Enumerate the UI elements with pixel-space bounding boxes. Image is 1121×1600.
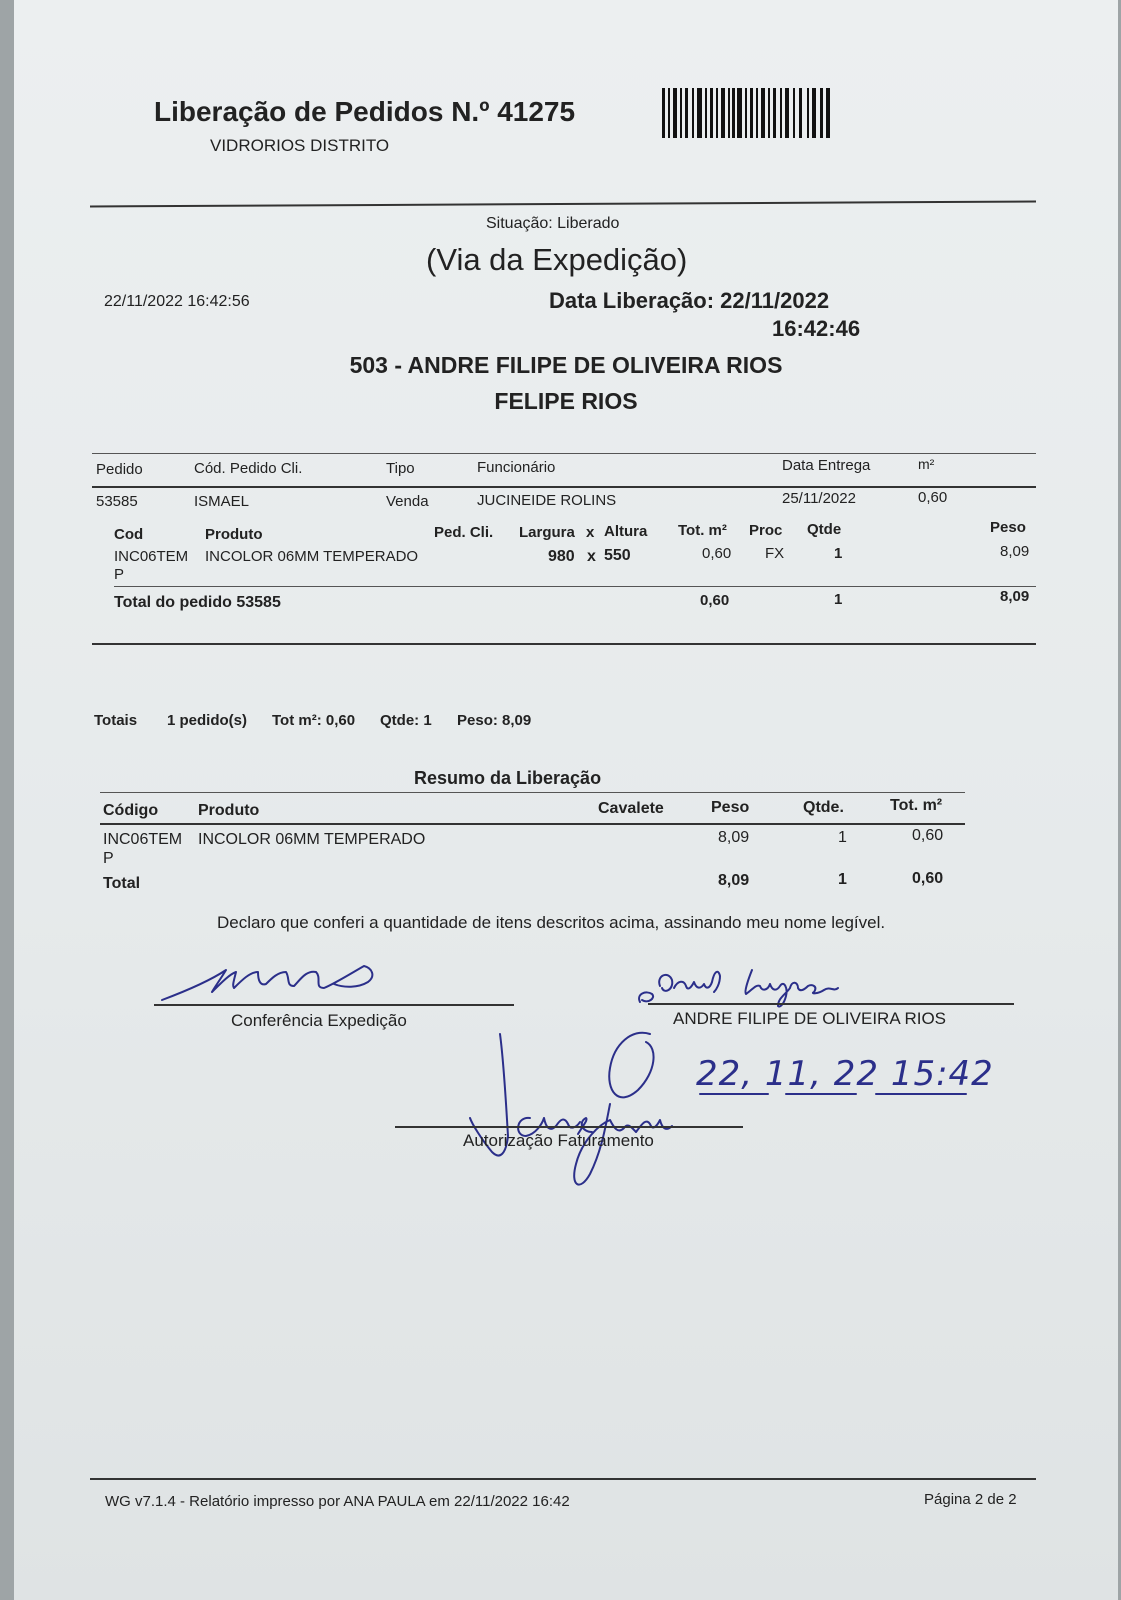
summary-codigo-header: Código <box>103 802 159 819</box>
items-total-rule <box>114 586 1036 587</box>
summary-produto-header: Produto <box>198 802 260 819</box>
item-x-value: x <box>587 548 596 565</box>
summary-total-label: Total <box>103 875 141 892</box>
order-tipo-value: Venda <box>386 493 429 510</box>
handwritten-date: 22, 11, 22 15:42 <box>696 1054 994 1094</box>
order-total-peso: 8,09 <box>1000 588 1030 605</box>
order-section-bottom-rule <box>92 643 1036 645</box>
order-total-qtde: 1 <box>834 591 843 608</box>
conferencia-label: Conferência Expedição <box>231 1011 407 1030</box>
footer-rule <box>90 1478 1036 1480</box>
summary-tot-m2-header: Tot. m² <box>890 797 943 814</box>
client-signature-label: ANDRE FILIPE DE OLIVEIRA RIOS <box>673 1009 947 1028</box>
item-altura-header: Altura <box>604 523 648 540</box>
summary-header-rule <box>100 823 965 825</box>
header-divider <box>90 201 1036 208</box>
item-peso-header: Peso <box>990 519 1026 536</box>
item-produto-value: INCOLOR 06MM TEMPERADO <box>205 548 419 565</box>
document-title: Liberação de Pedidos N.º 41275 <box>154 96 576 127</box>
totals-peso: Peso: 8,09 <box>457 712 532 729</box>
col-cod-pedido-cli-header: Cód. Pedido Cli. <box>194 460 303 477</box>
handwritten-date-underlines <box>696 1090 986 1100</box>
autorizacao-signature-image <box>460 1024 690 1194</box>
item-cod-value-wrap: P <box>114 566 125 583</box>
totals-qtde: Qtde: 1 <box>380 712 432 729</box>
summary-qtde-value: 1 <box>838 829 847 846</box>
summary-qtde-header: Qtde. <box>803 799 844 816</box>
order-cod-cli-value: ISMAEL <box>194 493 250 510</box>
summary-total-m2: 0,60 <box>912 870 944 887</box>
summary-peso-value: 8,09 <box>718 829 750 846</box>
client-name: 503 - ANDRE FILIPE DE OLIVEIRA RIOS <box>349 352 783 378</box>
summary-tot-m2-value: 0,60 <box>912 827 944 844</box>
order-m2-value: 0,60 <box>918 489 948 506</box>
summary-total-qtde: 1 <box>838 871 847 888</box>
summary-top-rule <box>100 792 965 793</box>
order-table-top-rule <box>92 453 1036 454</box>
totals-label: Totais <box>94 712 138 729</box>
barcode-image <box>662 86 832 140</box>
order-pedido-value: 53585 <box>96 493 138 510</box>
col-data-entrega-header: Data Entrega <box>782 457 871 474</box>
col-m2-header: m² <box>918 456 935 472</box>
document-sheet <box>14 0 1118 1600</box>
conferencia-signature-line <box>154 1004 514 1006</box>
copy-label: (Via da Expedição) <box>426 242 688 277</box>
item-peso-value: 8,09 <box>1000 543 1030 560</box>
print-datetime: 22/11/2022 16:42:56 <box>104 293 250 310</box>
client-alias: FELIPE RIOS <box>494 388 638 414</box>
company-name: VIDRORIOS DISTRITO <box>210 136 390 155</box>
item-proc-header: Proc <box>749 522 783 539</box>
order-data-entrega-value: 25/11/2022 <box>782 490 856 507</box>
summary-peso-header: Peso <box>711 799 750 816</box>
summary-produto-value: INCOLOR 06MM TEMPERADO <box>198 831 426 848</box>
item-x-header: x <box>586 524 595 541</box>
item-qtde-value: 1 <box>834 545 843 562</box>
item-produto-header: Produto <box>205 526 263 543</box>
item-tot-m2-value: 0,60 <box>702 545 732 562</box>
col-funcionario-header: Funcionário <box>477 459 556 476</box>
order-funcionario-value: JUCINEIDE ROLINS <box>477 492 617 509</box>
autorizacao-signature-line <box>395 1126 743 1128</box>
order-total-label: Total do pedido 53585 <box>114 594 281 611</box>
totals-m2: Tot m²: 0,60 <box>272 712 356 729</box>
status-text: Situação: Liberado <box>486 215 620 232</box>
totals-pedidos: 1 pedido(s) <box>167 712 248 729</box>
item-tot-m2-header: Tot. m² <box>678 522 727 539</box>
item-ped-cli-header: Ped. Cli. <box>434 524 494 541</box>
release-time: 16:42:46 <box>772 316 861 341</box>
footer-page-number: Página 2 de 2 <box>924 1491 1017 1508</box>
declaration-text: Declaro que conferi a quantidade de itens descritos acima, assinando meu nome legível. <box>217 913 886 932</box>
summary-codigo-value: INC06TEM <box>103 831 183 848</box>
conferencia-signature-image <box>154 958 394 1008</box>
summary-cavalete-header: Cavalete <box>598 800 664 817</box>
item-altura-value: 550 <box>604 547 631 564</box>
summary-total-peso: 8,09 <box>718 872 750 889</box>
col-tipo-header: Tipo <box>386 460 415 477</box>
item-largura-header: Largura <box>519 524 575 541</box>
order-table-header-rule <box>92 486 1036 488</box>
summary-title: Resumo da Liberação <box>414 768 602 788</box>
item-proc-value: FX <box>765 545 785 562</box>
item-cod-header: Cod <box>114 526 144 543</box>
autorizacao-label: Autorização Faturamento <box>463 1131 654 1150</box>
release-date: Data Liberação: 22/11/2022 <box>549 288 830 313</box>
item-qtde-header: Qtde <box>807 521 842 538</box>
order-total-m2: 0,60 <box>700 592 730 609</box>
item-cod-value: INC06TEM <box>114 548 189 565</box>
item-largura-value: 980 <box>548 548 575 565</box>
summary-codigo-value-wrap: P <box>103 850 114 867</box>
col-pedido-header: Pedido <box>96 461 143 478</box>
footer-print-info: WG v7.1.4 - Relatório impresso por ANA PAULA em 22/11/2022 16:42 <box>105 1493 570 1510</box>
client-signature-line <box>648 1003 1014 1005</box>
